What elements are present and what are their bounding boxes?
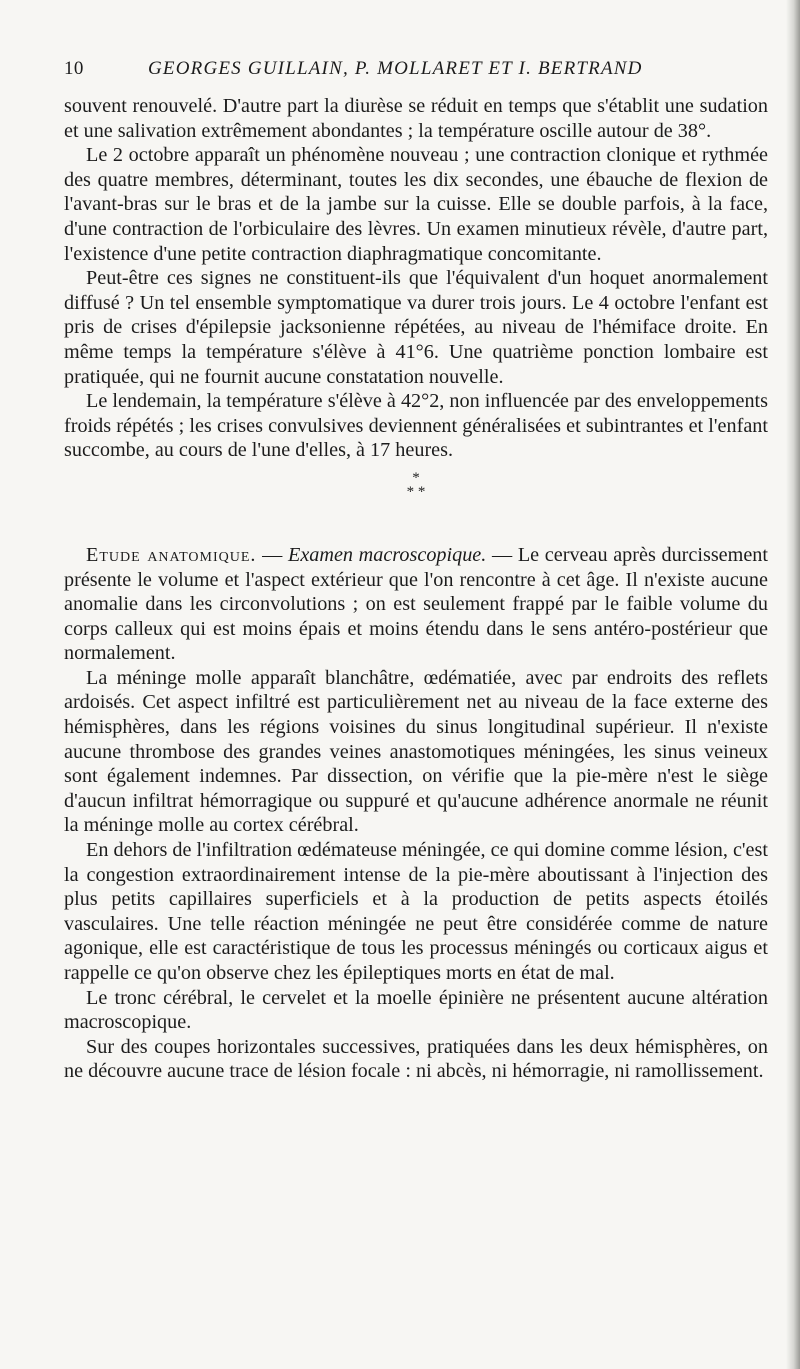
section-dash: — (486, 543, 518, 566)
section-lead-text: Le cerveau après durcissement présente le volume et l'aspect extérieur que l'on rencontre à cet âge. Il n'existe aucune anomalie dans les circonvolutions ; on est seulement frappé par le faible volume du corps calleux qui est moins épais et moins étendu dans le sens antéro-postérieur que normalement. (64, 543, 769, 665)
running-title: GEORGES GUILLAIN, P. MOLLARET ET I. BERTRAND (148, 58, 643, 79)
paragraph: Sur des coupes horizontales successives, pratiquées dans les deux hémisphères, on ne découvre aucune trace de lésion focale : ni abcès, ni hémorragie, ni ramollissement. (64, 1035, 768, 1083)
section-asterism (64, 463, 768, 515)
section-subheading: Examen macroscopique. (287, 543, 487, 566)
paragraph: Peut-être ces signes ne constituent-ils que l'équivalent d'un hoquet anormalement diffusé ? Un tel ensemble symptomatique va durer trois jours. Le 4 octobre l'enfant est pris de crises d'épilepsie jacksonienne répétées, au niveau de l'hémiface droite. En même temps la température s'élève à 41°6. Une quatrième ponction lombaire est pratiquée, qui ne fournit aucune constatation nouvelle. (64, 267, 768, 388)
section-spacer (64, 515, 768, 543)
section-dash: — (256, 543, 288, 566)
paragraph: La méninge molle apparaît blanchâtre, œdématiée, avec par endroits des reflets ardoisés. Cet aspect infiltré est particulièrement net au niveau de la face externe des hémisphères, dans les régions voisines du sinus longitudinal supérieur. Il n'existe aucune thrombose des grandes veines anastomotiques méningées, les sinus veineux sont également indemnes. Par dissection, on vérifie que la pie-mère n'est le siège d'aucun infiltrat hémorragique ou suppuré et qu'aucune adhérence anormale ne réunit la méninge molle au cortex cérébral. (64, 666, 768, 837)
paragraph: souvent renouvelé. D'autre part la diurèse se réduit en temps que s'établit une sudation et une salivation extrêmement abondantes ; la température oscille autour de 38°. (64, 95, 768, 142)
paragraph: Le lendemain, la température s'élève à 42°2, non influencée par des enveloppements froids répétés ; les crises convulsives deviennent généralisées et subintrantes et l'enfant succombe, au cours de l'une d'elles, à 17 heures. (64, 390, 768, 462)
paragraph: En dehors de l'infiltration œdémateuse méningée, ce qui domine comme lésion, c'est la congestion extraordinairement intense de la pie-mère aboutissant à l'injection des plus petits capillaires superficiels et à la production de petits aspects étoilés vasculaires. Une telle réaction méningée ne peut être considérée comme de nature agonique, elle est caractéristique de tous les processus méningés ou corticaux aigus et rappelle ce qu'on observe chez les épileptiques morts en état de mal. (64, 839, 768, 984)
paragraph: Le tronc cérébral, le cervelet et la moelle épinière ne présentent aucune altération macroscopique. (64, 986, 768, 1034)
paragraph: Le 2 octobre apparaît un phénomène nouveau ; une contraction clonique et rythmée des quatre membres, déterminant, toutes les dix secondes, une ébauche de flexion de l'avant-bras sur le bras et de la jambe sur la cuisse. Elle se double parfois, à la face, d'une contraction de l'orbiculaire des lèvres. Un examen minutieux révèle, d'autre part, l'existence d'une petite contraction diaphragmatique concomitante. (64, 144, 768, 265)
asterism-bottom: * * (406, 483, 426, 500)
asterism-top: * (412, 469, 420, 486)
section-paragraph (64, 543, 768, 666)
page-header (64, 58, 714, 84)
section-heading: Etude anatomique. (86, 543, 257, 566)
page-edge-shadow (786, 0, 800, 1369)
page-number: 10 (64, 58, 84, 79)
body-text (64, 94, 768, 1084)
